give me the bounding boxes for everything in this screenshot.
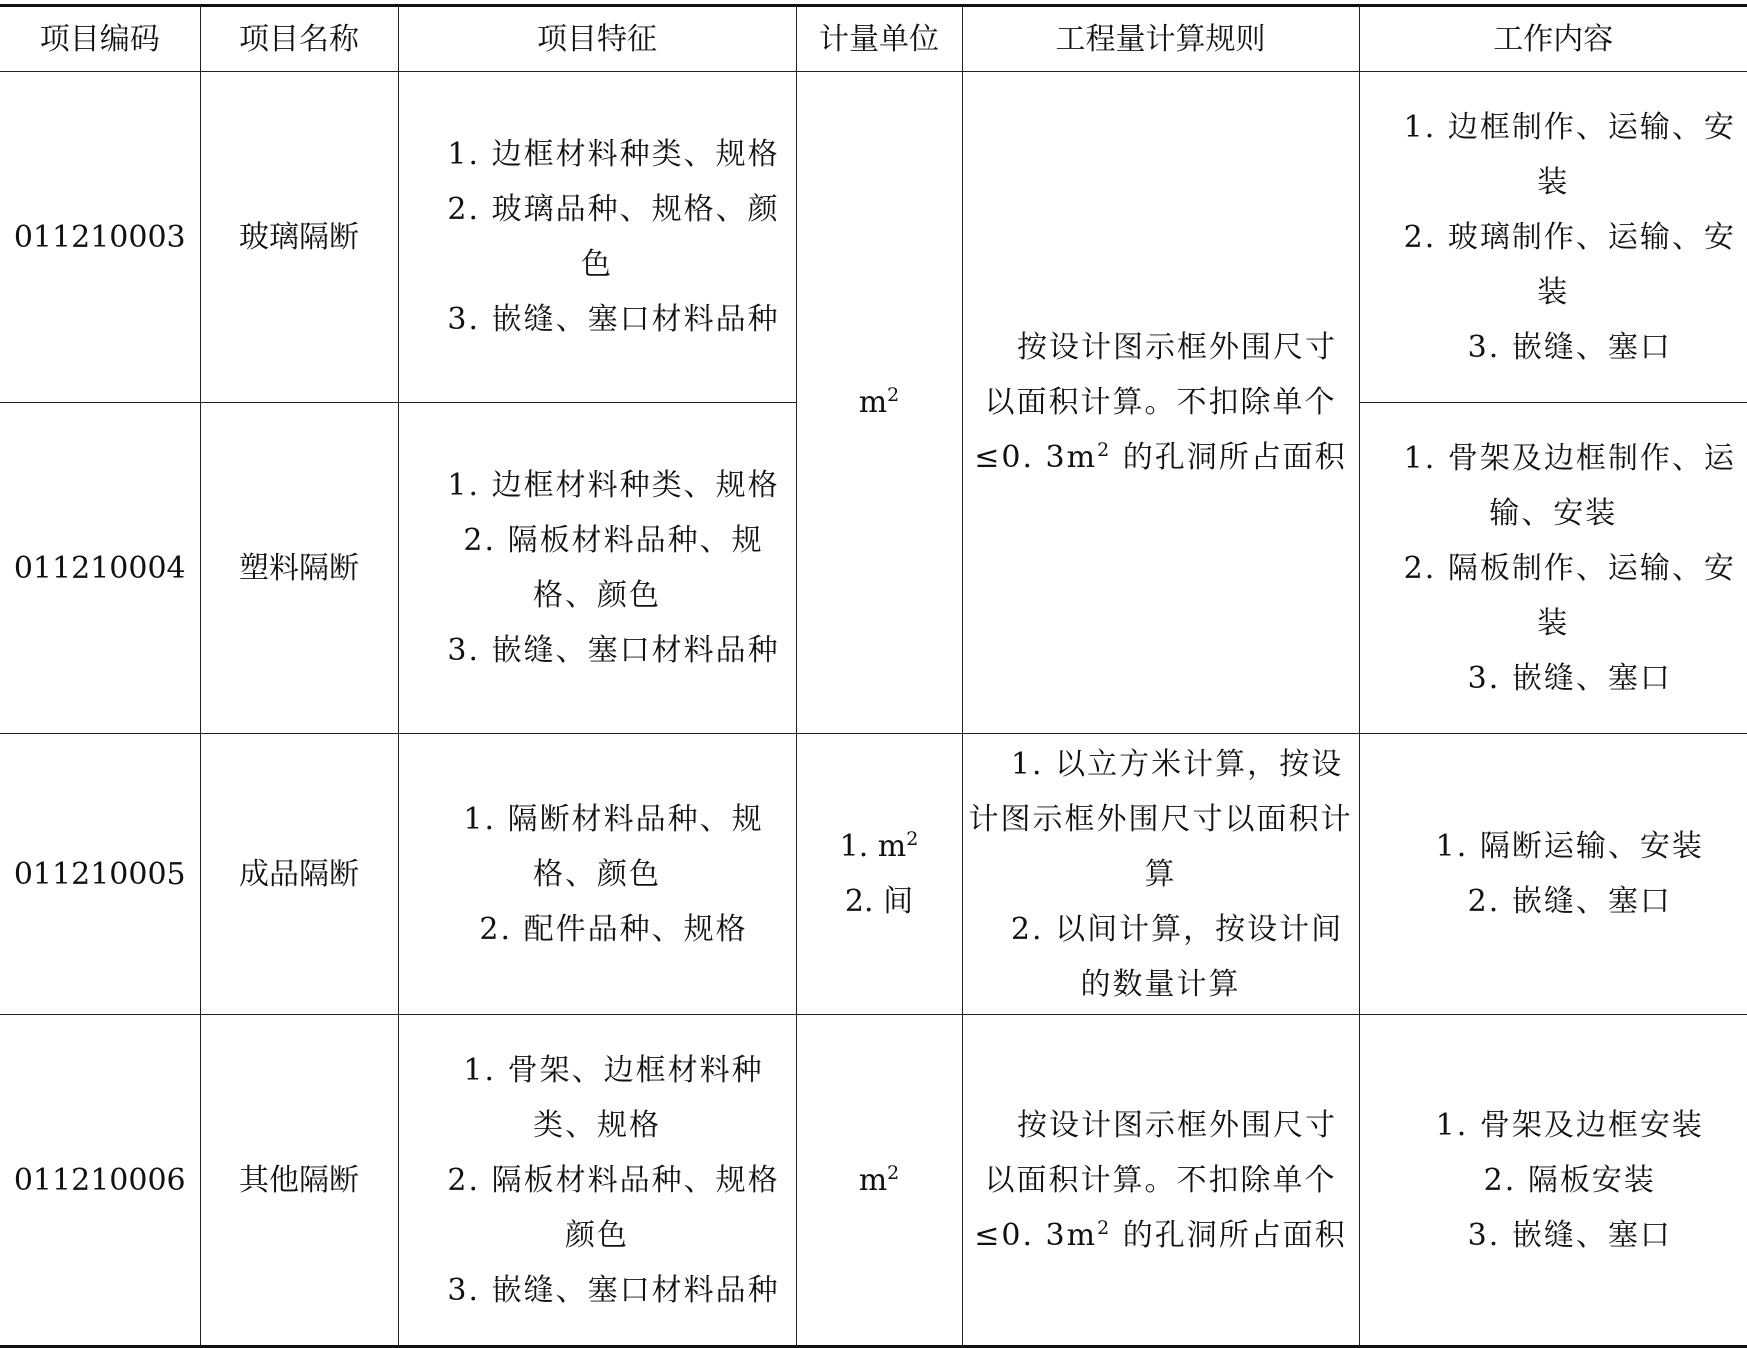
feature-line: 3. 嵌缝、塞口材料品种 <box>447 633 780 668</box>
work-line: 2. 隔板制作、运输、安装 <box>1403 550 1736 641</box>
work-line: 3. 嵌缝、塞口 <box>1467 329 1672 365</box>
item-code: 011210006 <box>0 1015 200 1347</box>
merged-unit-cell <box>796 72 962 734</box>
unit-superscript: 2 <box>887 384 900 406</box>
work-line: 1. 骨架及边框安装 <box>1435 1107 1704 1143</box>
feature-line: 1. 骨架、边框材料种类、规格 <box>463 1052 764 1143</box>
item-code: 011210004 <box>0 403 200 734</box>
work-line: 3. 嵌缝、塞口 <box>1467 660 1672 696</box>
feature-line: 3. 嵌缝、塞口材料品种 <box>447 302 780 337</box>
item-work <box>1359 734 1747 1015</box>
feature-line: 2. 隔板材料品种、规格颜色 <box>447 1162 780 1253</box>
item-features <box>398 403 796 734</box>
rule-text <box>969 320 1353 485</box>
item-code: 011210003 <box>0 72 200 403</box>
header-code: 项目编码 <box>0 6 200 72</box>
rule-text-part: 的孔洞所占面积 <box>1111 1217 1347 1253</box>
unit-superscript: 2 <box>906 828 919 850</box>
item-code: 011210005 <box>0 734 200 1015</box>
item-name: 塑料隔断 <box>200 403 398 734</box>
merged-rule-cell <box>962 72 1359 734</box>
rule-text-part: 按设计图示框外围尺寸以面积计算。不扣除单个≤0. 3m <box>974 1107 1337 1253</box>
feature-line: 3. 嵌缝、塞口材料品种 <box>447 1272 780 1308</box>
header-row <box>0 6 1747 72</box>
rule-text <box>969 1098 1353 1263</box>
feature-line: 1. 隔断材料品种、规格、颜色 <box>463 801 764 892</box>
header-work: 工作内容 <box>1359 6 1747 72</box>
work-line: 1. 边框制作、运输、安装 <box>1403 109 1736 200</box>
item-rule <box>962 734 1359 1015</box>
work-line: 1. 骨架及边框制作、运输、安装 <box>1403 440 1736 531</box>
item-unit <box>796 734 962 1015</box>
item-work <box>1359 403 1747 734</box>
work-line: 2. 玻璃制作、运输、安装 <box>1403 219 1736 310</box>
table-row <box>0 72 1747 403</box>
unit-text: m <box>858 385 888 420</box>
item-unit <box>796 1015 962 1347</box>
rule-text-part: 按设计图示框外围尺寸以面积计算。不扣除单个≤0. 3m <box>974 330 1337 475</box>
feature-line: 1. 边框材料种类、规格 <box>447 468 780 503</box>
header-unit: 计量单位 <box>796 6 962 72</box>
rule-line: 1. 以立方米计算，按设计图示框外围尺寸以面积计算 <box>968 746 1353 892</box>
unit-text: m <box>858 1162 888 1198</box>
partition-spec-table <box>0 4 1747 1348</box>
header-rule: 工程量计算规则 <box>962 6 1359 72</box>
feature-line: 2. 配件品种、规格 <box>479 911 748 947</box>
table-row <box>0 734 1747 1015</box>
feature-line: 2. 玻璃品种、规格、颜色 <box>447 192 780 282</box>
work-line: 3. 嵌缝、塞口 <box>1467 1217 1672 1253</box>
feature-line: 2. 隔板材料品种、规格、颜色 <box>463 523 764 613</box>
item-name: 玻璃隔断 <box>200 72 398 403</box>
unit-line: 2. 间 <box>844 884 914 919</box>
work-line: 2. 嵌缝、塞口 <box>1467 884 1672 919</box>
item-work <box>1359 72 1747 403</box>
rule-superscript: 2 <box>1097 439 1112 461</box>
header-features: 项目特征 <box>398 6 796 72</box>
item-features <box>398 734 796 1015</box>
item-features <box>398 1015 796 1347</box>
rule-superscript: 2 <box>1097 1216 1112 1239</box>
item-work <box>1359 1015 1747 1347</box>
work-line: 1. 隔断运输、安装 <box>1435 829 1704 864</box>
item-features <box>398 72 796 403</box>
feature-line: 1. 边框材料种类、规格 <box>447 137 780 172</box>
table-row <box>0 1015 1747 1347</box>
unit-text: 1. m <box>839 829 907 864</box>
item-name: 其他隔断 <box>200 1015 398 1347</box>
rule-line: 2. 以间计算，按设计间的数量计算 <box>1010 911 1344 1002</box>
unit-superscript: 2 <box>887 1161 900 1184</box>
rule-text-part: 的孔洞所占面积 <box>1111 440 1347 475</box>
unit-line <box>803 819 956 874</box>
work-line: 2. 隔板安装 <box>1483 1162 1656 1198</box>
item-rule <box>962 1015 1359 1347</box>
item-name: 成品隔断 <box>200 734 398 1015</box>
header-name: 项目名称 <box>200 6 398 72</box>
